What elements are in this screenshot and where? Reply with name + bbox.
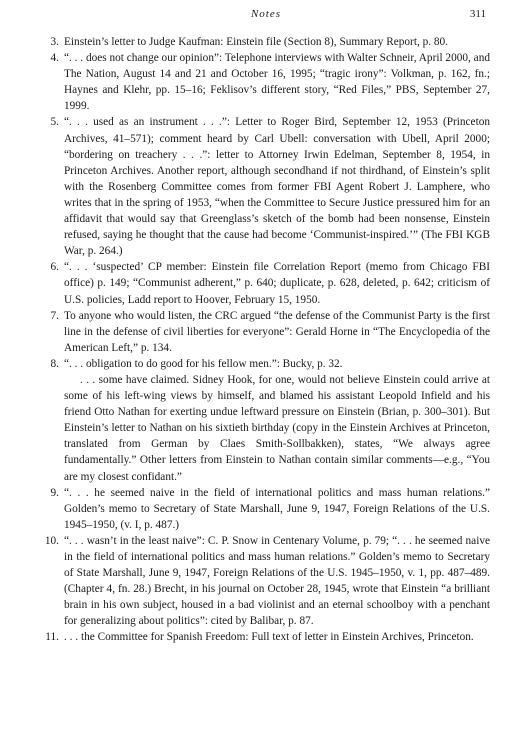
note-number: 8. — [50, 357, 59, 370]
note-text: Einstein’s letter to Judge Kaufman: Einstein file (Section 8), Summary Report, p. 80. — [64, 36, 449, 48]
note-number: 11. — [45, 631, 59, 644]
note-number: 7. — [50, 309, 59, 322]
note-text: “. . . does not change our opinion”: Telephone interviews with Walter Schneir, April 2000, and The Nation, August 14 and 21 and October 16, 1995; “tragic irony”: Volkman, p. 162, fn.; Haynes and Klehr, pp. 15–16; Feklisov’s different story, “Red Files,” PBS, September 27, 1999. — [64, 52, 490, 113]
note-item — [40, 114, 490, 259]
note-item — [40, 533, 490, 630]
note-text: “. . . obligation to do good for his fellow men.”: Bucky, p. 32. — [64, 357, 343, 370]
note-text: To anyone who would listen, the CRC argued “the defense of the Communist Party is the first line in the defense of civil liberties for everyone”: Gerald Horne in “The Encyclopedia of the American Left,” p. 134. — [64, 309, 490, 354]
note-text: “. . . used as an instrument . . .”: Letter to Roger Bird, September 12, 1953 (Princeton Archives, 41–571); comment heard by Carl Ubell: conversation with Ubell, April 2000; “bordering on treachery . . .”: letter to Attorney Irwin Edelman, September 8, 1954, in Princeton Archives. Another report, although secondhand if not thirdhand, of Einstein’s split with the Rosenberg Committee comes from former FBI Agent Robert J. Lamphere, who writes that in the spring of 1953, “when the Committee to Secure Justice pressured him for an affidavit that would say that Greenglass’s sketch of the bomb had been nonsense, Einstein refused, saying he thought that the cause had become ‘Communist-inspired.’” (The FBI KGB War, p. 264.) — [64, 116, 490, 258]
note-continuation: . . . some have claimed. Sidney Hook, for one, would not believe Einstein could arrive at some of his left-wing views by himself, and blamed his assistant Leopold Infield and his friend Otto Nathan for exerting undue leftward pressure on Einstein (Brian, p. 300–301). But Einstein’s letter to Nathan on his sixtieth birthday (copy in the Einstein Archives at Princeton, translated from German by Claes Smith-Sollbakken), states, “We always agree fundamentally.” Other letters from Einstein to Nathan contain similar comments—e.g., “You are my closest confidant.” — [64, 373, 490, 483]
page-header — [56, 8, 486, 26]
note-item — [40, 50, 490, 114]
note-text: “. . . he seemed naive in the field of international politics and mass human relations.” Golden’s memo to Secretary of State Marshall, June 9, 1947, Foreign Relations of the U.S. 1945–1950, (v. I, p. 487.) — [64, 486, 490, 531]
note-text: . . . the Committee for Spanish Freedom: Full text of letter in Einstein Archives, Princeton. — [64, 631, 474, 644]
note-item — [40, 259, 490, 307]
note-item — [40, 629, 490, 645]
page-number: 311 — [469, 8, 486, 20]
note-number: 6. — [50, 261, 59, 274]
note-number: 3. — [50, 36, 59, 48]
notes-list — [40, 34, 490, 646]
note-item — [40, 485, 490, 533]
note-number: 5. — [50, 116, 59, 129]
note-text: “. . . ‘suspected’ CP member: Einstein file Correlation Report (memo from Chicago FBI office) p. 149; “Communist adherent,” p. 640; duplicate, p. 628, deleted, p. 642; criticism of U.S. policies, Ladd report to Hoover, February 15, 1950. — [64, 261, 490, 306]
note-item — [40, 356, 490, 485]
note-number: 10. — [44, 534, 59, 547]
note-text: “. . . wasn’t in the least naive”: C. P. Snow in Centenary Volume, p. 79; “. . . he seemed naive in the field of international politics and mass human relations.” Golden’s memo to Secretary of State Marshall, June 9, 1947, Foreign Relations of the U.S. 1945–1950, v. 1, pp. 487–489. (Chapter 4, fn. 28.) Brecht, in his journal on October 28, 1945, wrote that Einstein “a brilliant brain in his own subject, housed in a bad violinist and an eternal schoolboy with a penchant for generalizing about politics”: cited by Balibar, p. 87. — [64, 534, 490, 628]
note-item — [40, 308, 490, 356]
running-head: Notes — [250, 8, 282, 20]
note-number: 9. — [50, 486, 59, 499]
note-item — [40, 34, 490, 50]
note-number: 4. — [50, 52, 59, 65]
